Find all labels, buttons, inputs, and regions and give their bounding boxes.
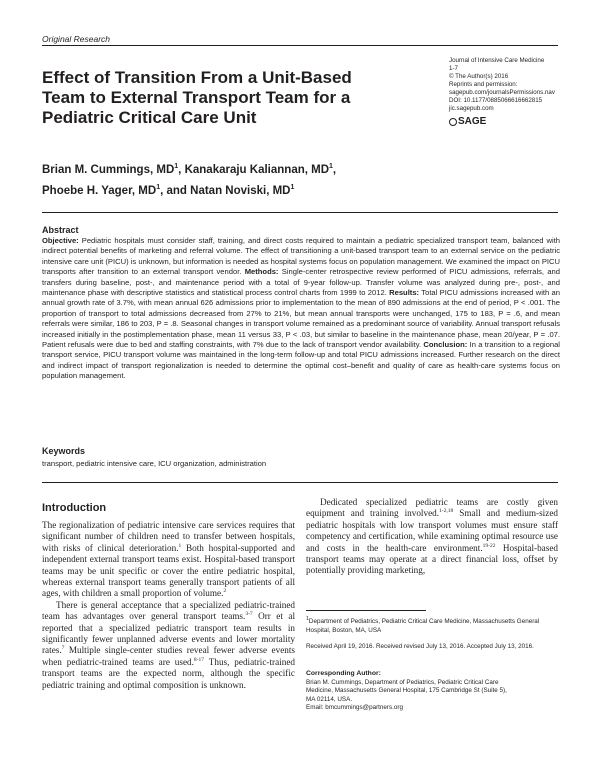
copyright: © The Author(s) 2016 (449, 73, 509, 80)
results-text: Total PICU admissions increased with an annual growth rate of 3.7%, with mean annual 626 admissions prior to implementation to the mean of 890 admissions at the end of period, P < .001. The proportion of transport to total admissions decreased from 27% to 21%, but mean annual transports were unchanged, 175 to 183, P = .6, and mean referrals were similar, 186 to 203, P = .8. Seasonal changes in transport volume remained as a predominant source of variability. Annual transport refusals increased initially in the postimplementation phase, mean 11 versus 33, P < .03, but similar to baseline in the maintenance phase, mean 20/year, P = .07. Patient refusals were due to bed and staffing constraints, with 7% due to the lack of transport vendor availability. (42, 288, 560, 350)
reprints-label: Reprints and permission: (449, 81, 518, 88)
corr-email[interactable]: Email: bmcummings@partners.org (306, 704, 404, 712)
citation[interactable]: 1-2,18 (439, 508, 454, 515)
author-list (42, 158, 422, 200)
citation[interactable]: 8-17 (193, 656, 205, 663)
keywords-heading: Keywords (42, 446, 86, 456)
corr-line: MA 02114, USA. (306, 695, 353, 703)
permissions-link[interactable]: sagepub.com/journalsPermissions.nav (449, 89, 555, 96)
affiliation-footnote (306, 615, 556, 635)
intro-divider (42, 482, 558, 483)
methods-text: Single-center retrospective review performed of PICU admissions, referrals, and transfers during baseline, post-, and maintenance period with a total of 9-year follow-up. Transfer volume was analyzed during pre-, post-, and maintenance phase with descriptive statistics and statistical process control charts from 1999 to 2012. (42, 267, 560, 298)
citation[interactable]: 19-22 (482, 542, 496, 549)
corr-line: Brian M. Cummings, Department of Pediatrics, Pediatric Critical Care (306, 679, 499, 686)
journal-name: Journal of Intensive Care Medicine (449, 57, 545, 64)
abstract-body (42, 236, 560, 382)
header-divider (42, 45, 558, 46)
conclusion-label: Conclusion: (423, 340, 468, 350)
citation[interactable]: 2 (223, 588, 227, 595)
section-label: Original Research (42, 34, 111, 44)
corresponding-author (306, 679, 556, 713)
results-label: Results: (389, 288, 420, 298)
author-3: Phoebe H. Yager, MD (42, 184, 157, 197)
affiliation-text: Department of Pediatrics, Pediatric Critical Care Medicine, Massachusetts General Hospital, Boston, MA, USA (306, 618, 540, 634)
citation[interactable]: 7 (61, 645, 65, 652)
text: Hospital-based transport teams may operate at a direct financial loss, offset by potentially providing marketing, (306, 542, 558, 576)
text: The regionalization of pediatric intensive care services requires that significant number of children need to transfer between hospitals, with risks of clinical deterioration. (42, 520, 295, 553)
sage-logo (449, 116, 486, 127)
text: Both hospital-supported and independent external transport teams exist. Hospital-based transport teams may be unit specific or cover the entire pediatric hospital, whereas external transport teams generally transport patients of all ages, with children a small proportion of volume. (42, 542, 295, 599)
author-4-affiliation: 1 (290, 183, 295, 191)
author-sep: , (332, 163, 337, 176)
author-2-affiliation: 1 (329, 163, 333, 170)
journal-pages: 1-7 (449, 65, 458, 72)
abstract-heading: Abstract (42, 225, 79, 235)
paragraph (306, 497, 558, 577)
corresponding-heading: Corresponding Author: (306, 670, 381, 677)
affiliation-mark: 1 (306, 616, 309, 622)
text: Dedicated specialized pediatric teams are costly given equipment and training involved. (306, 497, 558, 519)
objective-label: Objective: (42, 236, 79, 245)
author-2: Kanakaraju Kaliannan, MD (184, 163, 330, 176)
journal-info (449, 57, 564, 113)
text: Multiple single-center studies reveal fewer adverse events when pediatric-trained teams are used. (42, 645, 295, 667)
citation[interactable]: 3-7 (245, 611, 253, 618)
author-1: Brian M. Cummings, MD (42, 163, 175, 176)
conclusion-text: In a transition to a regional transport service, PICU transport volume was maintained in the long-term follow-up and total PICU admissions increased. Further research on the direct and indirect impact of transport regionalization is needed to determine the optimal cost–benefit and quality of care as health-care systems focus on population management. (42, 340, 560, 381)
text: There is general acceptance that a specialized pediatric-trained team has advantages over general transport teams. (42, 599, 295, 622)
left-column (42, 520, 295, 691)
sage-logo-text: SAGE (458, 116, 487, 127)
abstract-divider (42, 212, 558, 213)
author-sep: , and (160, 184, 187, 197)
keywords-text: transport, pediatric intensive care, ICU organization, administration (42, 459, 267, 468)
sage-logo-icon (449, 118, 457, 126)
author-4: Natan Noviski, MD (190, 184, 291, 197)
author-sep: , (178, 163, 182, 176)
citation[interactable]: 1 (178, 542, 182, 549)
objective-text: Pediatric hospitals must consider staff, training, and direct costs required to maintain a pediatric specialized transport team, balanced with indirect potential benefits of marketing and referral volume. The effect of transitioning a unit-based transport team to an external service on the pediatric intensive care unit (PICU) is unknown, but information is needed as hospital systems focus on population management. We examined the impact on PICU transports after transition to an external transport vendor. (42, 236, 560, 277)
doi[interactable]: DOI: 10.1177/0885066616662815 (449, 97, 543, 104)
received-dates: Received April 19, 2016. Received revised July 13, 2016. Accepted July 13, 2016. (306, 643, 534, 650)
text: Small and medium-sized pediatric hospitals with low transport volumes must ensure staff competency and certification, while examining optimal resource use and costs in the health-care environment. (306, 508, 558, 553)
author-3-affiliation: 1 (156, 183, 161, 191)
corr-line: Medicine, Massachusetts General Hospital, 175 Cambridge St (Suite 5), (306, 687, 507, 695)
author-1-affiliation: 1 (174, 163, 179, 170)
paragraph (42, 520, 295, 600)
article-title: Effect of Transition From a Unit-Based Team to External Transport Team for a Pediatric Critical Care Unit (42, 68, 352, 127)
footnote-divider (306, 610, 426, 611)
paragraph (42, 600, 295, 691)
methods-label: Methods: (244, 267, 279, 277)
journal-site[interactable]: jic.sagepub.com (449, 105, 494, 112)
text: Thus, pediatric-trained transport teams are the expected norm, although the specific pediatric training and optimal composition is unknown. (42, 656, 295, 690)
introduction-heading: Introduction (42, 502, 107, 514)
right-column (306, 497, 558, 577)
text: Orr et al reported that a specialized pediatric transport team results in significantly fewer unplanned adverse events and lower mortality rates. (42, 611, 295, 656)
